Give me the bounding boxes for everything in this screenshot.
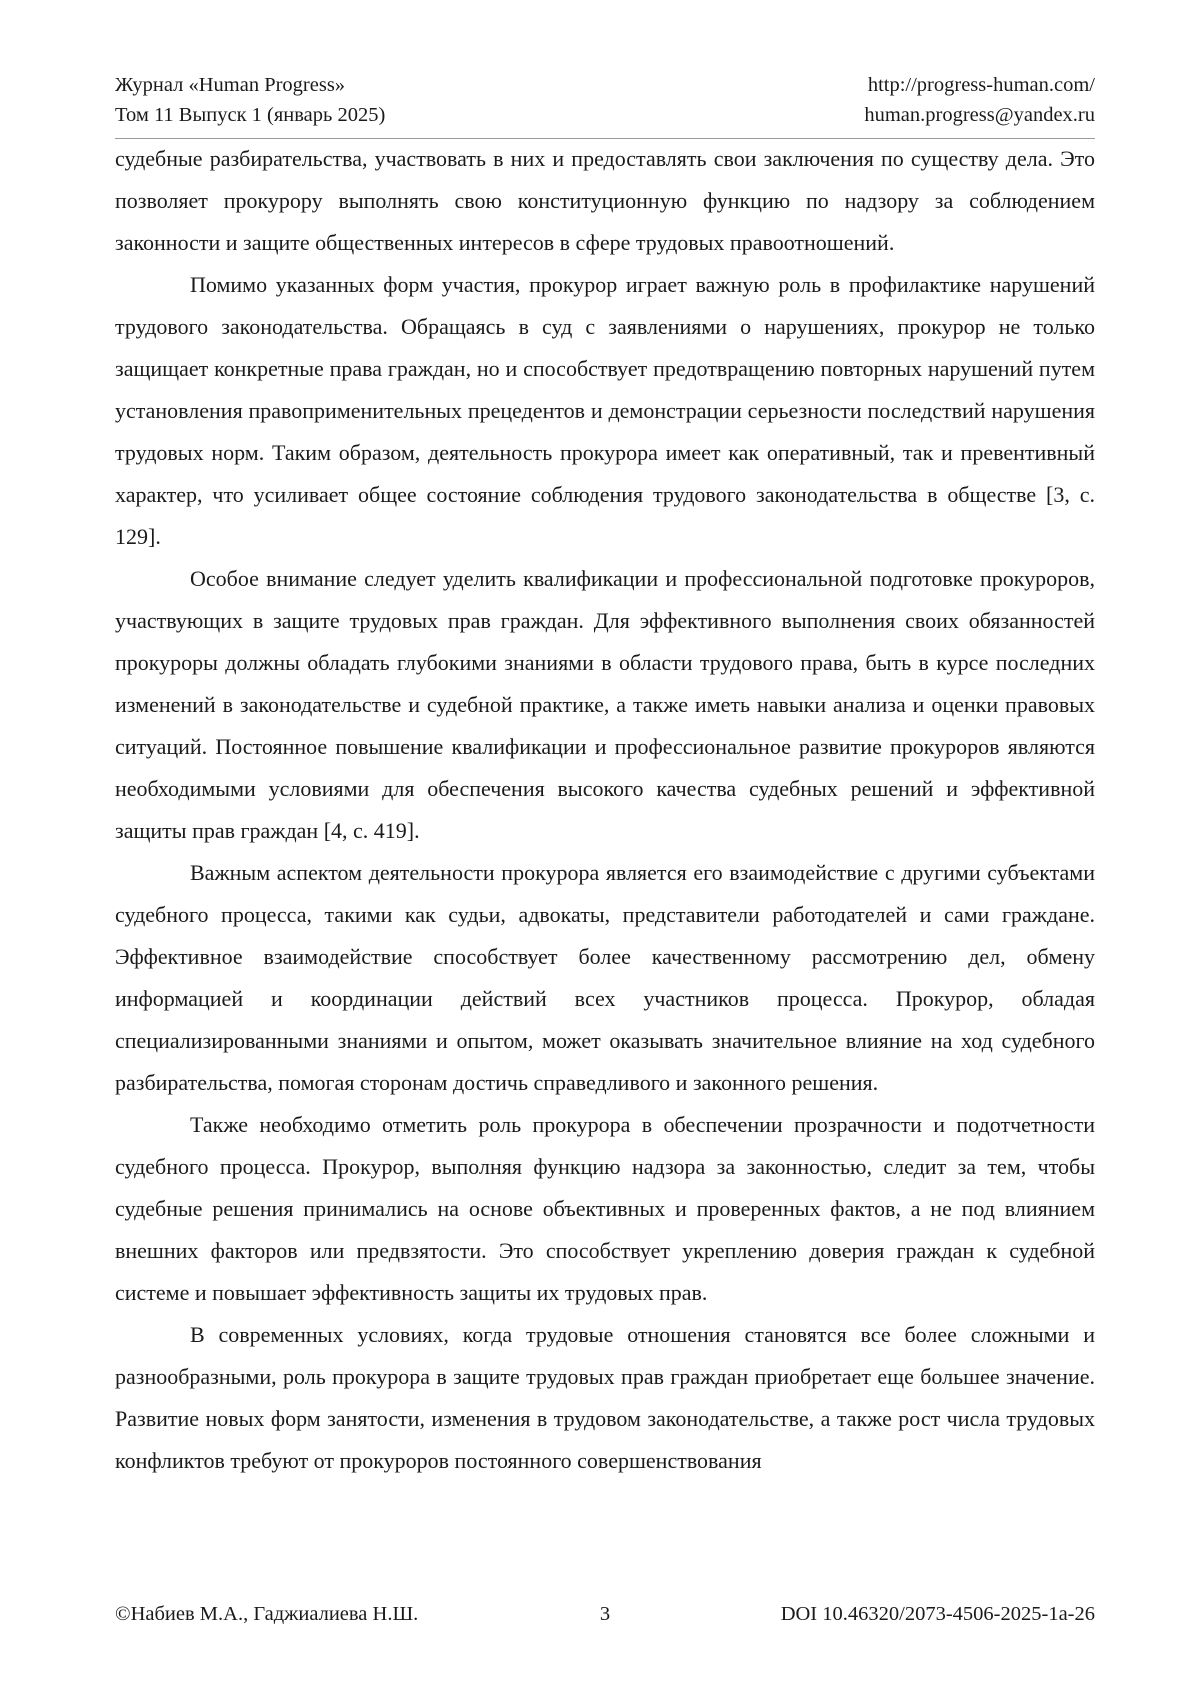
footer-authors: ©Набиев М.А., Гаджиалиева Н.Ш. bbox=[115, 1603, 419, 1625]
journal-title: Журнал «Human Progress» bbox=[115, 74, 346, 96]
page-number: 3 bbox=[599, 1603, 611, 1625]
paragraph-continued: судебные разбирательства, участвовать в них и предоставлять свои заключения по существу дела. Это позволяет прокурору выполнять свою конституционную функцию по надзору за соблюдением законности и защите общественных интересов в сфере трудовых правоотношений. bbox=[115, 146, 1095, 255]
journal-email[interactable]: human.progress@yandex.ru bbox=[864, 104, 1095, 126]
footer-doi: DOI 10.46320/2073-4506-2025-1а-26 bbox=[780, 1603, 1095, 1625]
issue-info: Том 11 Выпуск 1 (январь 2025) bbox=[115, 104, 386, 126]
header-row-bottom bbox=[115, 100, 1095, 130]
paragraph: В современных условиях, когда трудовые отношения становятся все более сложными и разнообразными, роль прокурора в защите трудовых прав граждан приобретает еще большее значение. Развитие новых форм занятости, изменения в трудовом законодательстве, а также рост числа трудовых конфликтов требуют от прокуроров постоянного совершенствования bbox=[115, 1322, 1095, 1473]
paragraph: Помимо указанных форм участия, прокурор играет важную роль в профилактике нарушений трудового законодательства. Обращаясь в суд с заявлениями о нарушениях, прокурор не только защищает конкретные права граждан, но и способствует предотвращению повторных нарушений путем установления правоприменительных прецедентов и демонстрации серьезности последствий нарушения трудовых норм. Таким образом, деятельность прокурора имеет как оперативный, так и превентивный характер, что усиливает общее состояние соблюдения трудового законодательства в обществе [3, с. 129]. bbox=[115, 272, 1095, 549]
paragraph: Особое внимание следует уделить квалификации и профессиональной подготовке прокуроров, участвующих в защите трудовых прав граждан. Для эффективного выполнения своих обязанностей прокуроры должны обладать глубокими знаниями в области трудового права, быть в курсе последних изменений в законодательстве и судебной практике, а также иметь навыки анализа и оценки правовых ситуаций. Постоянное повышение квалификации и профессиональное развитие прокуроров являются необходимыми условиями для обеспечения высокого качества судебных решений и эффективной защиты прав граждан [4, с. 419]. bbox=[115, 566, 1095, 843]
journal-url[interactable]: http://progress-human.com/ bbox=[867, 74, 1095, 96]
header-row-top bbox=[115, 70, 1095, 100]
paragraph: Также необходимо отметить роль прокурора в обеспечении прозрачности и подотчетности судебного процесса. Прокурор, выполняя функцию надзора за законностью, следит за тем, чтобы судебные решения принимались на основе объективных и проверенных фактов, а не под влиянием внешних факторов или предвзятости. Это способствует укреплению доверия граждан к судебной системе и повышает эффективность защиты их трудовых прав. bbox=[115, 1112, 1095, 1305]
article-body bbox=[115, 138, 1095, 1482]
page-header bbox=[115, 70, 1095, 130]
paragraph: Важным аспектом деятельности прокурора является его взаимодействие с другими субъектами судебного процесса, такими как судьи, адвокаты, представители работодателей и сами граждане. Эффективное взаимодействие способствует более качественному рассмотрению дел, обмену информацией и координации действий всех участников процесса. Прокурор, обладая специализированными знаниями и опытом, может оказывать значительное влияние на ход судебного разбирательства, помогая сторонам достичь справедливого и законного решения. bbox=[115, 860, 1095, 1095]
